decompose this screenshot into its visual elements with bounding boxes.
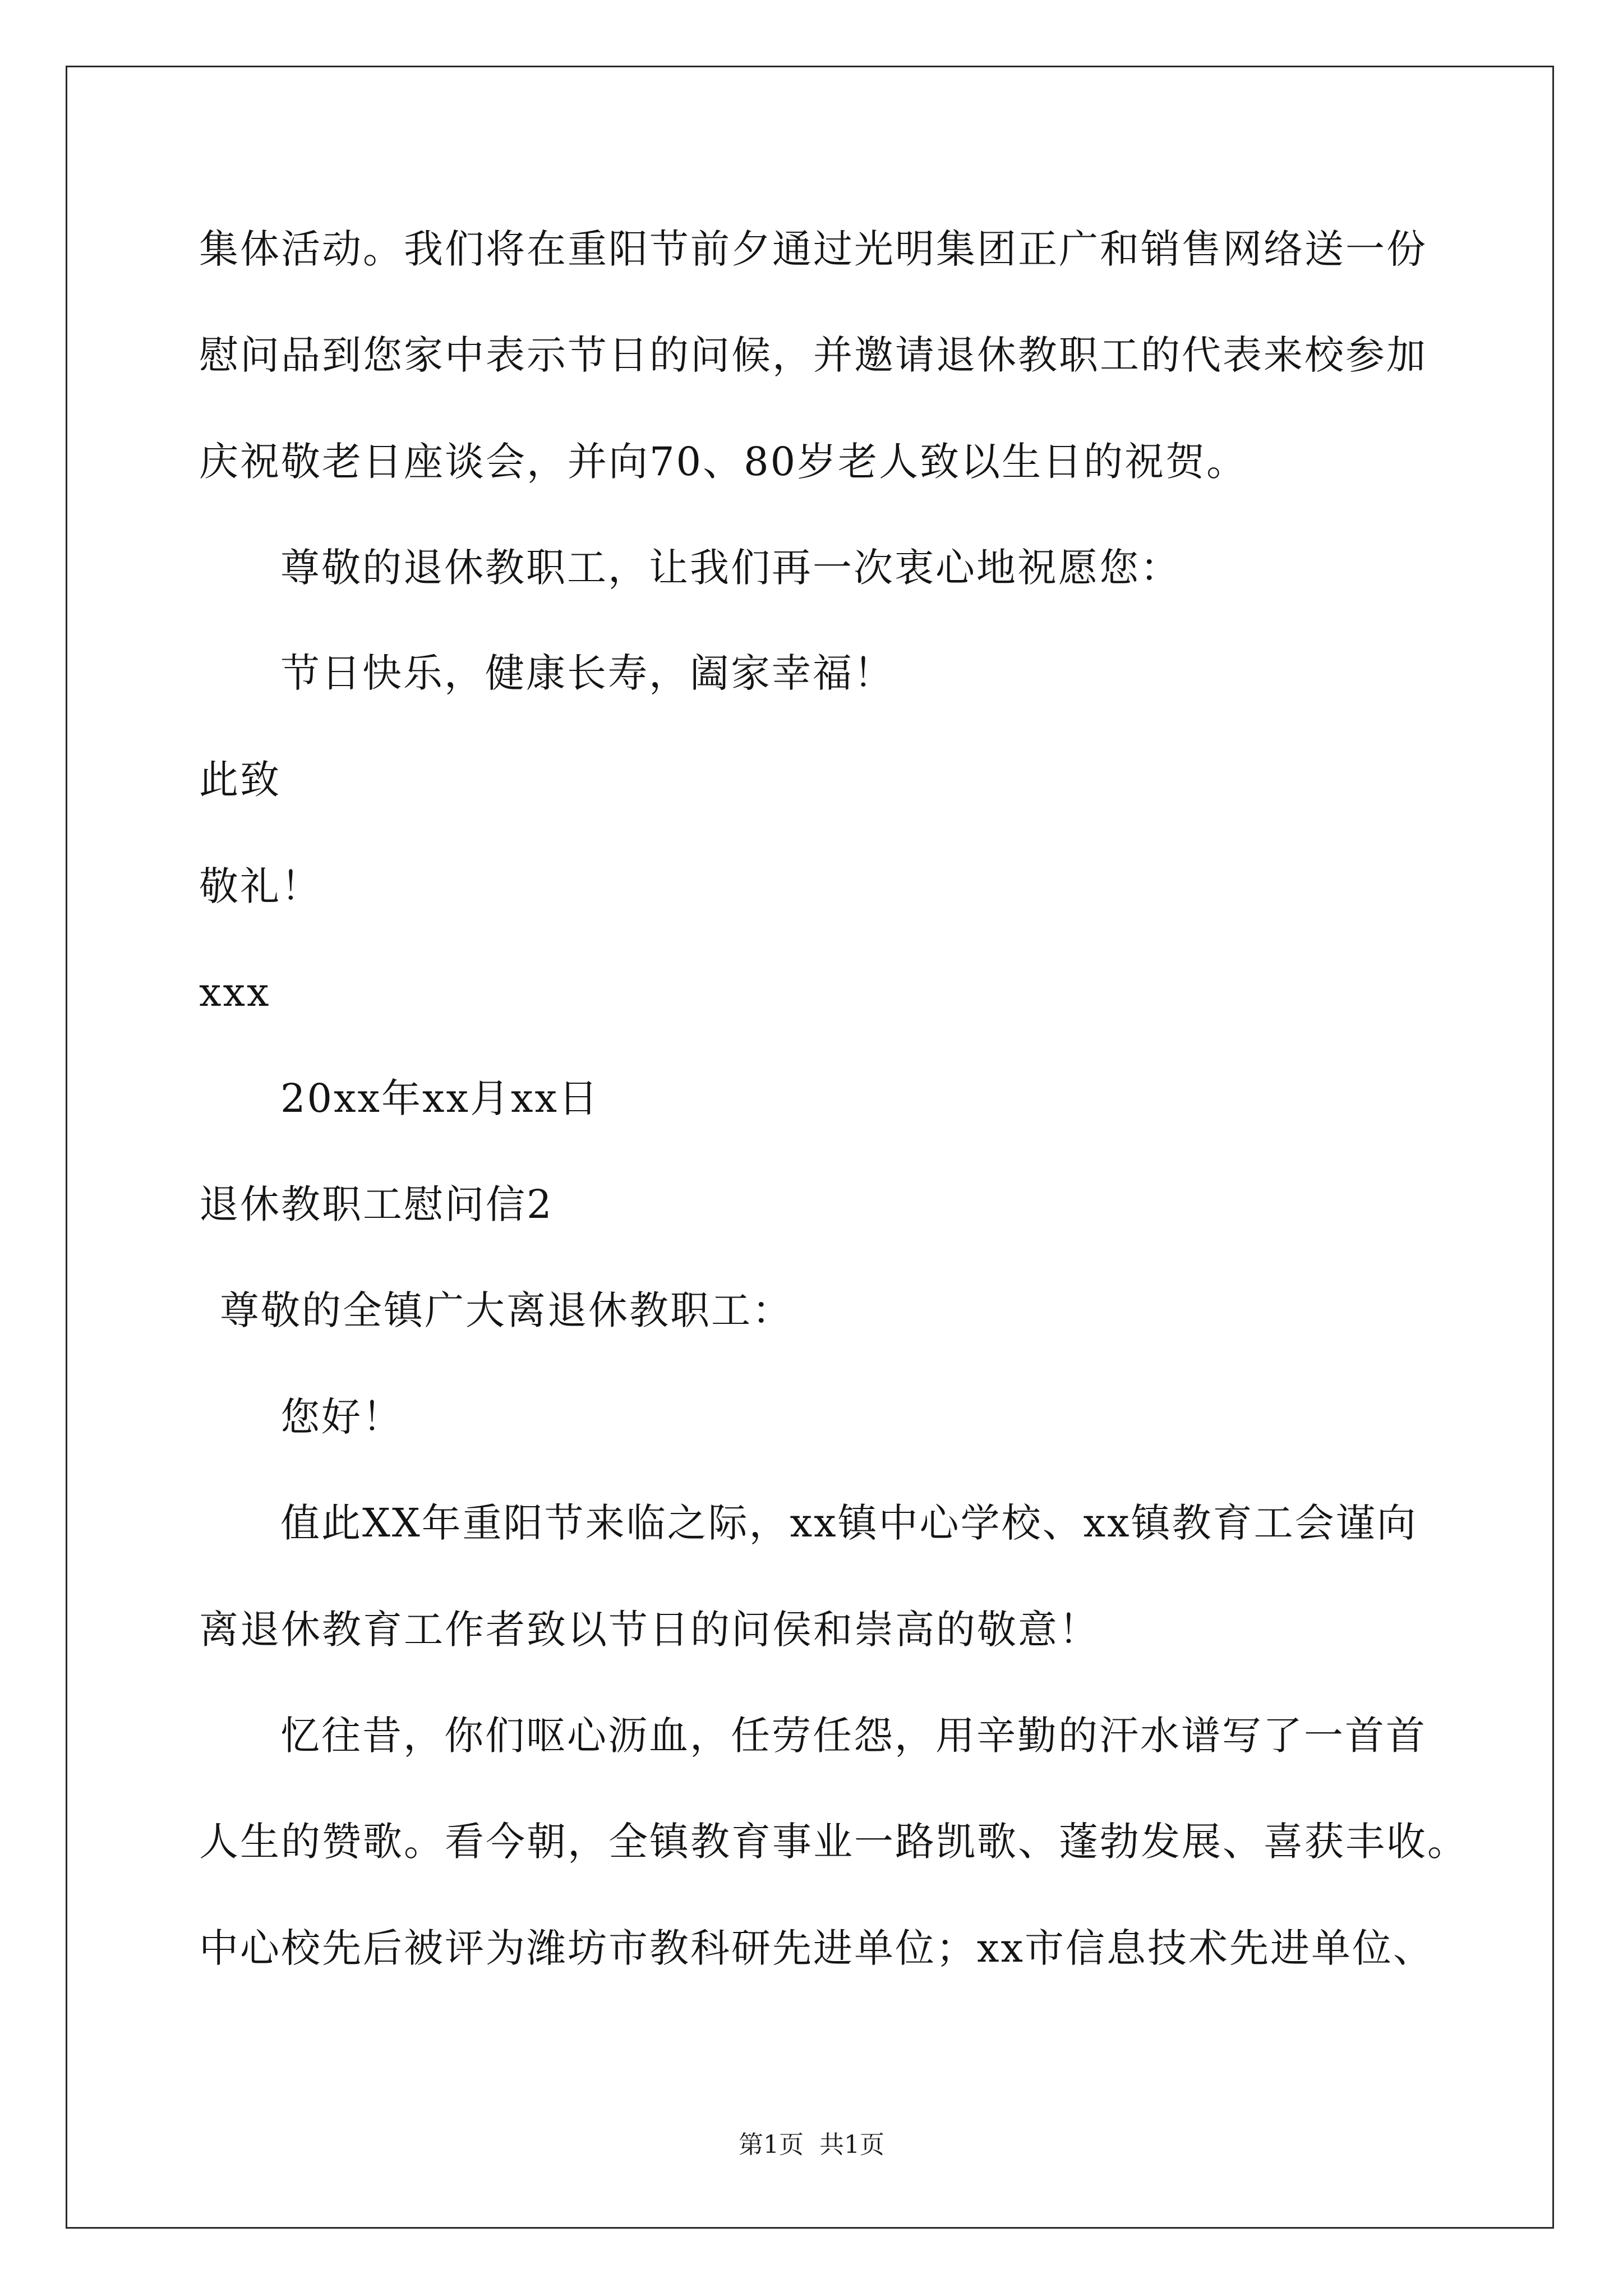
section-title: 退休教职工慰问信2 — [199, 1181, 554, 1227]
text-line-2: 慰问品到您家中表示节日的问候，并邀请退休教职工的代表来校参加 — [199, 332, 1427, 378]
signature: xxx — [199, 969, 271, 1015]
text-line-14: 离退休教育工作者致以节日的问侯和崇高的敬意！ — [199, 1607, 1100, 1653]
page-footer: 第1页 共1页 — [739, 2131, 884, 2159]
closing-regards: 敬礼！ — [199, 863, 322, 909]
text-line-16: 人生的赞歌。看今朝，全镇教育事业一路凯歌、蓬勃发展、喜获丰收。 — [199, 1819, 1468, 1865]
text-line-15: 忆往昔，你们呕心沥血，任劳任怨，用辛勤的汗水谱写了一首首 — [280, 1713, 1427, 1759]
page-border — [66, 66, 1554, 2229]
text-line-13: 值此XX年重阳节来临之际，xx镇中心学校、xx镇教育工会谨向 — [280, 1500, 1418, 1546]
text-line-5: 节日快乐，健康长寿，阖家幸福！ — [280, 650, 895, 696]
date: 20xx年xx月xx日 — [280, 1075, 600, 1121]
text-line-4: 尊敬的退休教职工，让我们再一次衷心地祝愿您： — [280, 545, 1181, 591]
text-line-12: 您好！ — [280, 1394, 403, 1440]
text-line-1: 集体活动。我们将在重阳节前夕通过光明集团正广和销售网络送一份 — [199, 226, 1427, 272]
text-line-17: 中心校先后被评为潍坊市教科研先进单位；xx市信息技术先进单位、 — [199, 1925, 1434, 1971]
greeting-line: 尊敬的全镇广大离退休教职工： — [220, 1287, 793, 1333]
closing-salutation: 此致 — [199, 757, 281, 803]
text-line-3: 庆祝敬老日座谈会，并向70、80岁老人致以生日的祝贺。 — [199, 439, 1248, 485]
